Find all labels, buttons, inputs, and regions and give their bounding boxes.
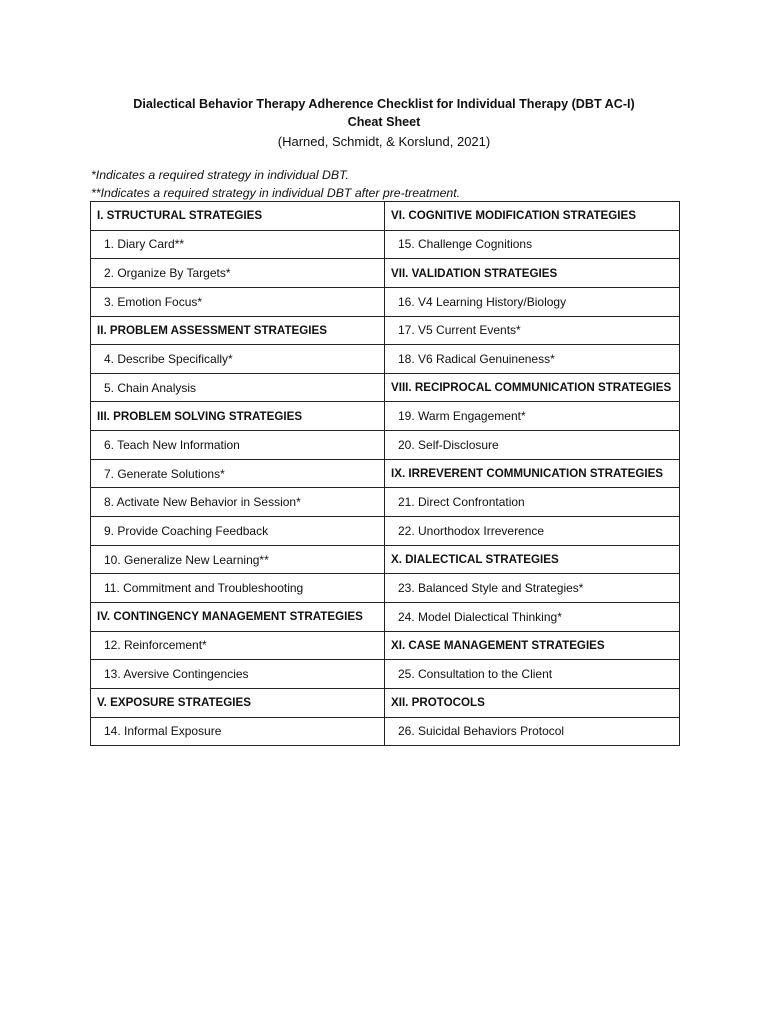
- section-heading-cell: V. EXPOSURE STRATEGIES: [91, 688, 385, 717]
- table-row: [91, 631, 680, 660]
- strategy-item-cell: 17. V5 Current Events*: [385, 316, 680, 345]
- strategy-item-cell: 25. Consultation to the Client: [385, 660, 680, 689]
- table-row: [91, 688, 680, 717]
- section-heading-cell: IV. CONTINGENCY MANAGEMENT STRATEGIES: [91, 602, 385, 631]
- strategy-item-cell: 20. Self-Disclosure: [385, 431, 680, 460]
- document-subtitle: Cheat Sheet: [347, 115, 421, 129]
- citation: (Harned, Schmidt, & Korslund, 2021): [277, 134, 491, 149]
- strategy-table: [90, 201, 680, 746]
- strategy-item-cell: 14. Informal Exposure: [91, 717, 385, 746]
- table-row: [91, 602, 680, 631]
- strategy-item-cell: 4. Describe Specifically*: [91, 345, 385, 374]
- strategy-item-cell: 18. V6 Radical Genuineness*: [385, 345, 680, 374]
- table-row: [91, 488, 680, 517]
- strategy-item-cell: 15. Challenge Cognitions: [385, 230, 680, 259]
- section-heading-cell: VII. VALIDATION STRATEGIES: [385, 259, 680, 288]
- table-row: [91, 345, 680, 374]
- strategy-item-cell: 6. Teach New Information: [91, 431, 385, 460]
- strategy-item-cell: 3. Emotion Focus*: [91, 287, 385, 316]
- strategy-item-cell: 13. Aversive Contingencies: [91, 660, 385, 689]
- strategy-item-cell: 23. Balanced Style and Strategies*: [385, 574, 680, 603]
- table-row: [91, 660, 680, 689]
- strategy-item-cell: 22. Unorthodox Irreverence: [385, 517, 680, 546]
- section-heading-cell: IX. IRREVERENT COMMUNICATION STRATEGIES: [385, 459, 680, 488]
- table-row: [91, 316, 680, 345]
- strategy-item-cell: 9. Provide Coaching Feedback: [91, 517, 385, 546]
- table-row: [91, 574, 680, 603]
- section-heading-cell: XI. CASE MANAGEMENT STRATEGIES: [385, 631, 680, 660]
- strategy-item-cell: 19. Warm Engagement*: [385, 402, 680, 431]
- strategy-item-cell: 8. Activate New Behavior in Session*: [91, 488, 385, 517]
- note-required-after-pretreatment: **Indicates a required strategy in individual DBT after pre-treatment.: [91, 186, 461, 200]
- table-row: [91, 459, 680, 488]
- table-row: [91, 202, 680, 231]
- strategy-item-cell: 21. Direct Confrontation: [385, 488, 680, 517]
- strategy-item-cell: 7. Generate Solutions*: [91, 459, 385, 488]
- title-block: [60, 95, 708, 151]
- table-row: [91, 517, 680, 546]
- section-heading-cell: X. DIALECTICAL STRATEGIES: [385, 545, 680, 574]
- section-heading-cell: XII. PROTOCOLS: [385, 688, 680, 717]
- table-row: [91, 259, 680, 288]
- table-row: [91, 431, 680, 460]
- strategy-item-cell: 26. Suicidal Behaviors Protocol: [385, 717, 680, 746]
- strategy-item-cell: 11. Commitment and Troubleshooting: [91, 574, 385, 603]
- table-row: [91, 545, 680, 574]
- section-heading-cell: VI. COGNITIVE MODIFICATION STRATEGIES: [385, 202, 680, 231]
- table-row: [91, 717, 680, 746]
- section-heading-cell: II. PROBLEM ASSESSMENT STRATEGIES: [91, 316, 385, 345]
- section-heading-cell: VIII. RECIPROCAL COMMUNICATION STRATEGIES: [385, 373, 680, 402]
- strategy-item-cell: 2. Organize By Targets*: [91, 259, 385, 288]
- section-heading-cell: III. PROBLEM SOLVING STRATEGIES: [91, 402, 385, 431]
- section-heading-cell: I. STRUCTURAL STRATEGIES: [91, 202, 385, 231]
- strategy-item-cell: 10. Generalize New Learning**: [91, 545, 385, 574]
- table-row: [91, 230, 680, 259]
- table-row: [91, 373, 680, 402]
- document-title: Dialectical Behavior Therapy Adherence Checklist for Individual Therapy (DBT AC-I): [133, 97, 635, 111]
- strategy-item-cell: 5. Chain Analysis: [91, 373, 385, 402]
- note-required: *Indicates a required strategy in individual DBT.: [91, 168, 349, 182]
- strategy-item-cell: 1. Diary Card**: [91, 230, 385, 259]
- table-row: [91, 402, 680, 431]
- notes: [91, 166, 691, 202]
- strategy-item-cell: 16. V4 Learning History/Biology: [385, 287, 680, 316]
- table-row: [91, 287, 680, 316]
- strategy-item-cell: 12. Reinforcement*: [91, 631, 385, 660]
- strategy-item-cell: 24. Model Dialectical Thinking*: [385, 602, 680, 631]
